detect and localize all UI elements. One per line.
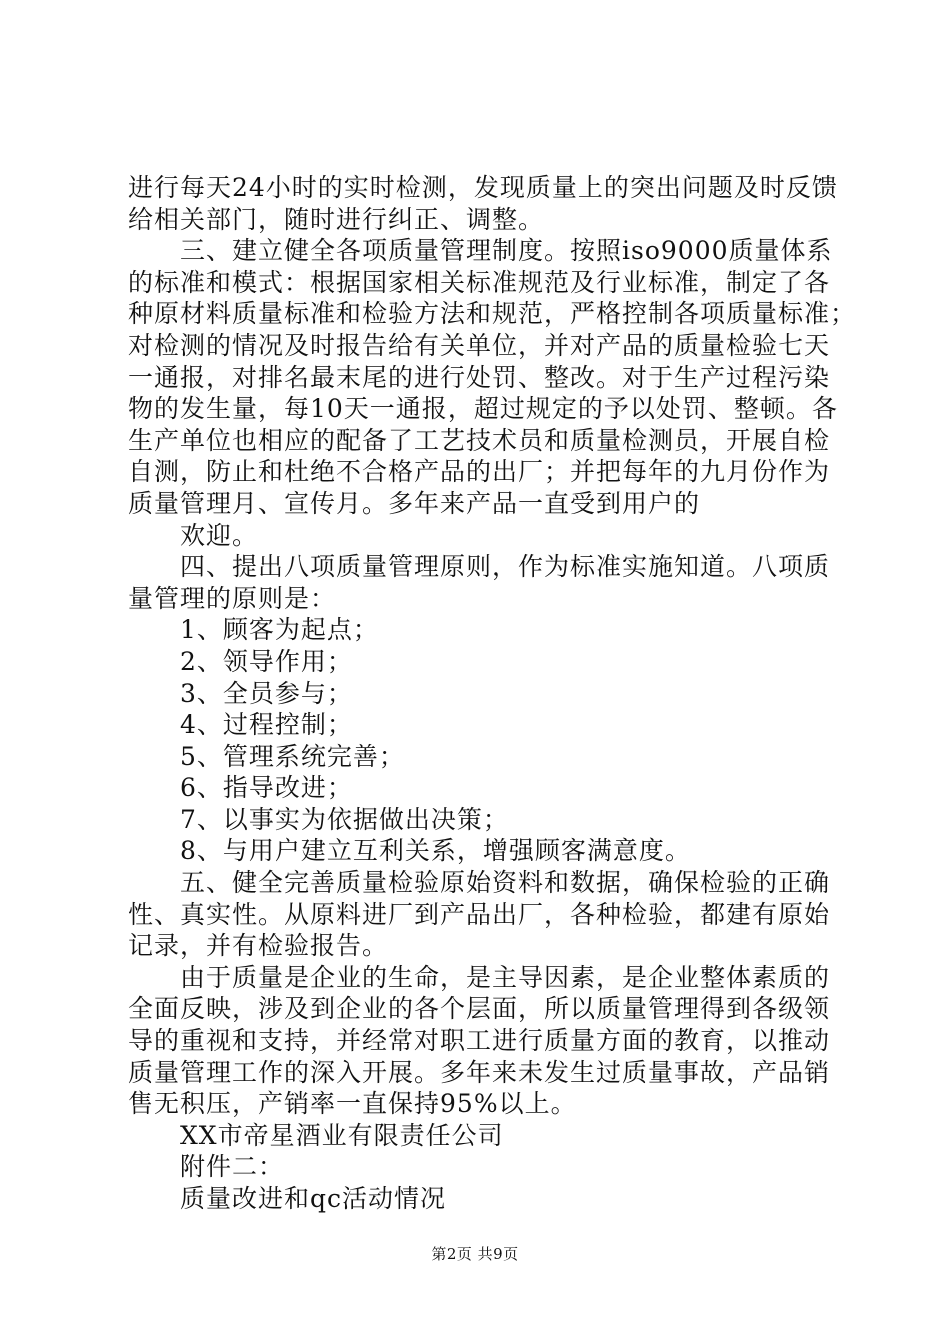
list-item: 6、指导改进； xyxy=(180,773,353,803)
text-line: 导的重视和支持，并经常对职工进行质量方面的教育，以推动 xyxy=(128,1026,831,1056)
page-number-footer: 第2页 共9页 xyxy=(431,1245,519,1263)
text-line: 量管理的原则是： xyxy=(128,583,337,613)
text-line: 性、真实性。从原料进厂到产品出厂，各种检验，都建有原始 xyxy=(128,899,831,929)
company-name: XX市帝星酒业有限责任公司 xyxy=(180,1120,504,1150)
summary-paragraph-start: 由于质量是企业的生命，是主导因素，是企业整体素质的 xyxy=(180,962,831,992)
text-line: 质量管理工作的深入开展。多年来未发生过质量事故，产品销 xyxy=(128,1057,831,1087)
text-line: 物的发生量，每10天一通报，超过规定的予以处罚、整顿。各 xyxy=(128,394,838,424)
list-item: 5、管理系统完善； xyxy=(180,741,405,771)
section-five-heading: 五、健全完善质量检验原始资料和数据，确保检验的正确 xyxy=(180,868,831,898)
text-line: 自测，防止和杜绝不合格产品的出厂；并把每年的九月份作为 xyxy=(128,457,831,487)
text-line: 进行每天24小时的实时检测，发现质量上的突出问题及时反馈 xyxy=(128,173,838,202)
text-line: 全面反映，涉及到企业的各个层面，所以质量管理得到各级领 xyxy=(128,994,831,1024)
text-line: 一通报，对排名最末尾的进行处罚、整改。对于生产过程污染 xyxy=(128,362,831,392)
attachment-label: 附件二： xyxy=(180,1152,285,1182)
list-item: 3、全员参与； xyxy=(180,678,353,708)
text-line: 种原材料质量标准和检验方法和规范，严格控制各项质量标准； xyxy=(128,299,857,329)
text-line: 记录，并有检验报告。 xyxy=(128,931,389,961)
section-three-heading: 三、建立健全各项质量管理制度。按照iso9000质量体系 xyxy=(180,236,833,266)
section-four-heading: 四、提出八项质量管理原则，作为标准实施知道。八项质 xyxy=(180,552,831,582)
list-item: 7、以事实为依据做出决策； xyxy=(180,804,509,834)
attachment-title: 质量改进和qc活动情况 xyxy=(180,1184,447,1213)
text-line: 售无积压，产销率一直保持95%以上。 xyxy=(128,1089,577,1119)
text-line: 给相关部门，随时进行纠正、调整。 xyxy=(128,204,545,234)
document-body xyxy=(128,172,857,1215)
list-item: 8、与用户建立互利关系，增强顾客满意度。 xyxy=(180,836,691,866)
list-item: 2、领导作用； xyxy=(180,646,353,676)
text-line: 对检测的情况及时报告给有关单位，并对产品的质量检验七天 xyxy=(128,330,831,360)
text-line: 生产单位也相应的配备了工艺技术员和质量检测员，开展自检 xyxy=(128,425,831,455)
text-line: 欢迎。 xyxy=(180,520,259,550)
text-line: 质量管理月、宣传月。多年来产品一直受到用户的 xyxy=(128,488,701,518)
text-line: 的标准和模式：根据国家相关标准规范及行业标准，制定了各 xyxy=(128,267,831,297)
list-item: 1、顾客为起点； xyxy=(180,615,379,645)
list-item: 4、过程控制； xyxy=(180,710,353,740)
